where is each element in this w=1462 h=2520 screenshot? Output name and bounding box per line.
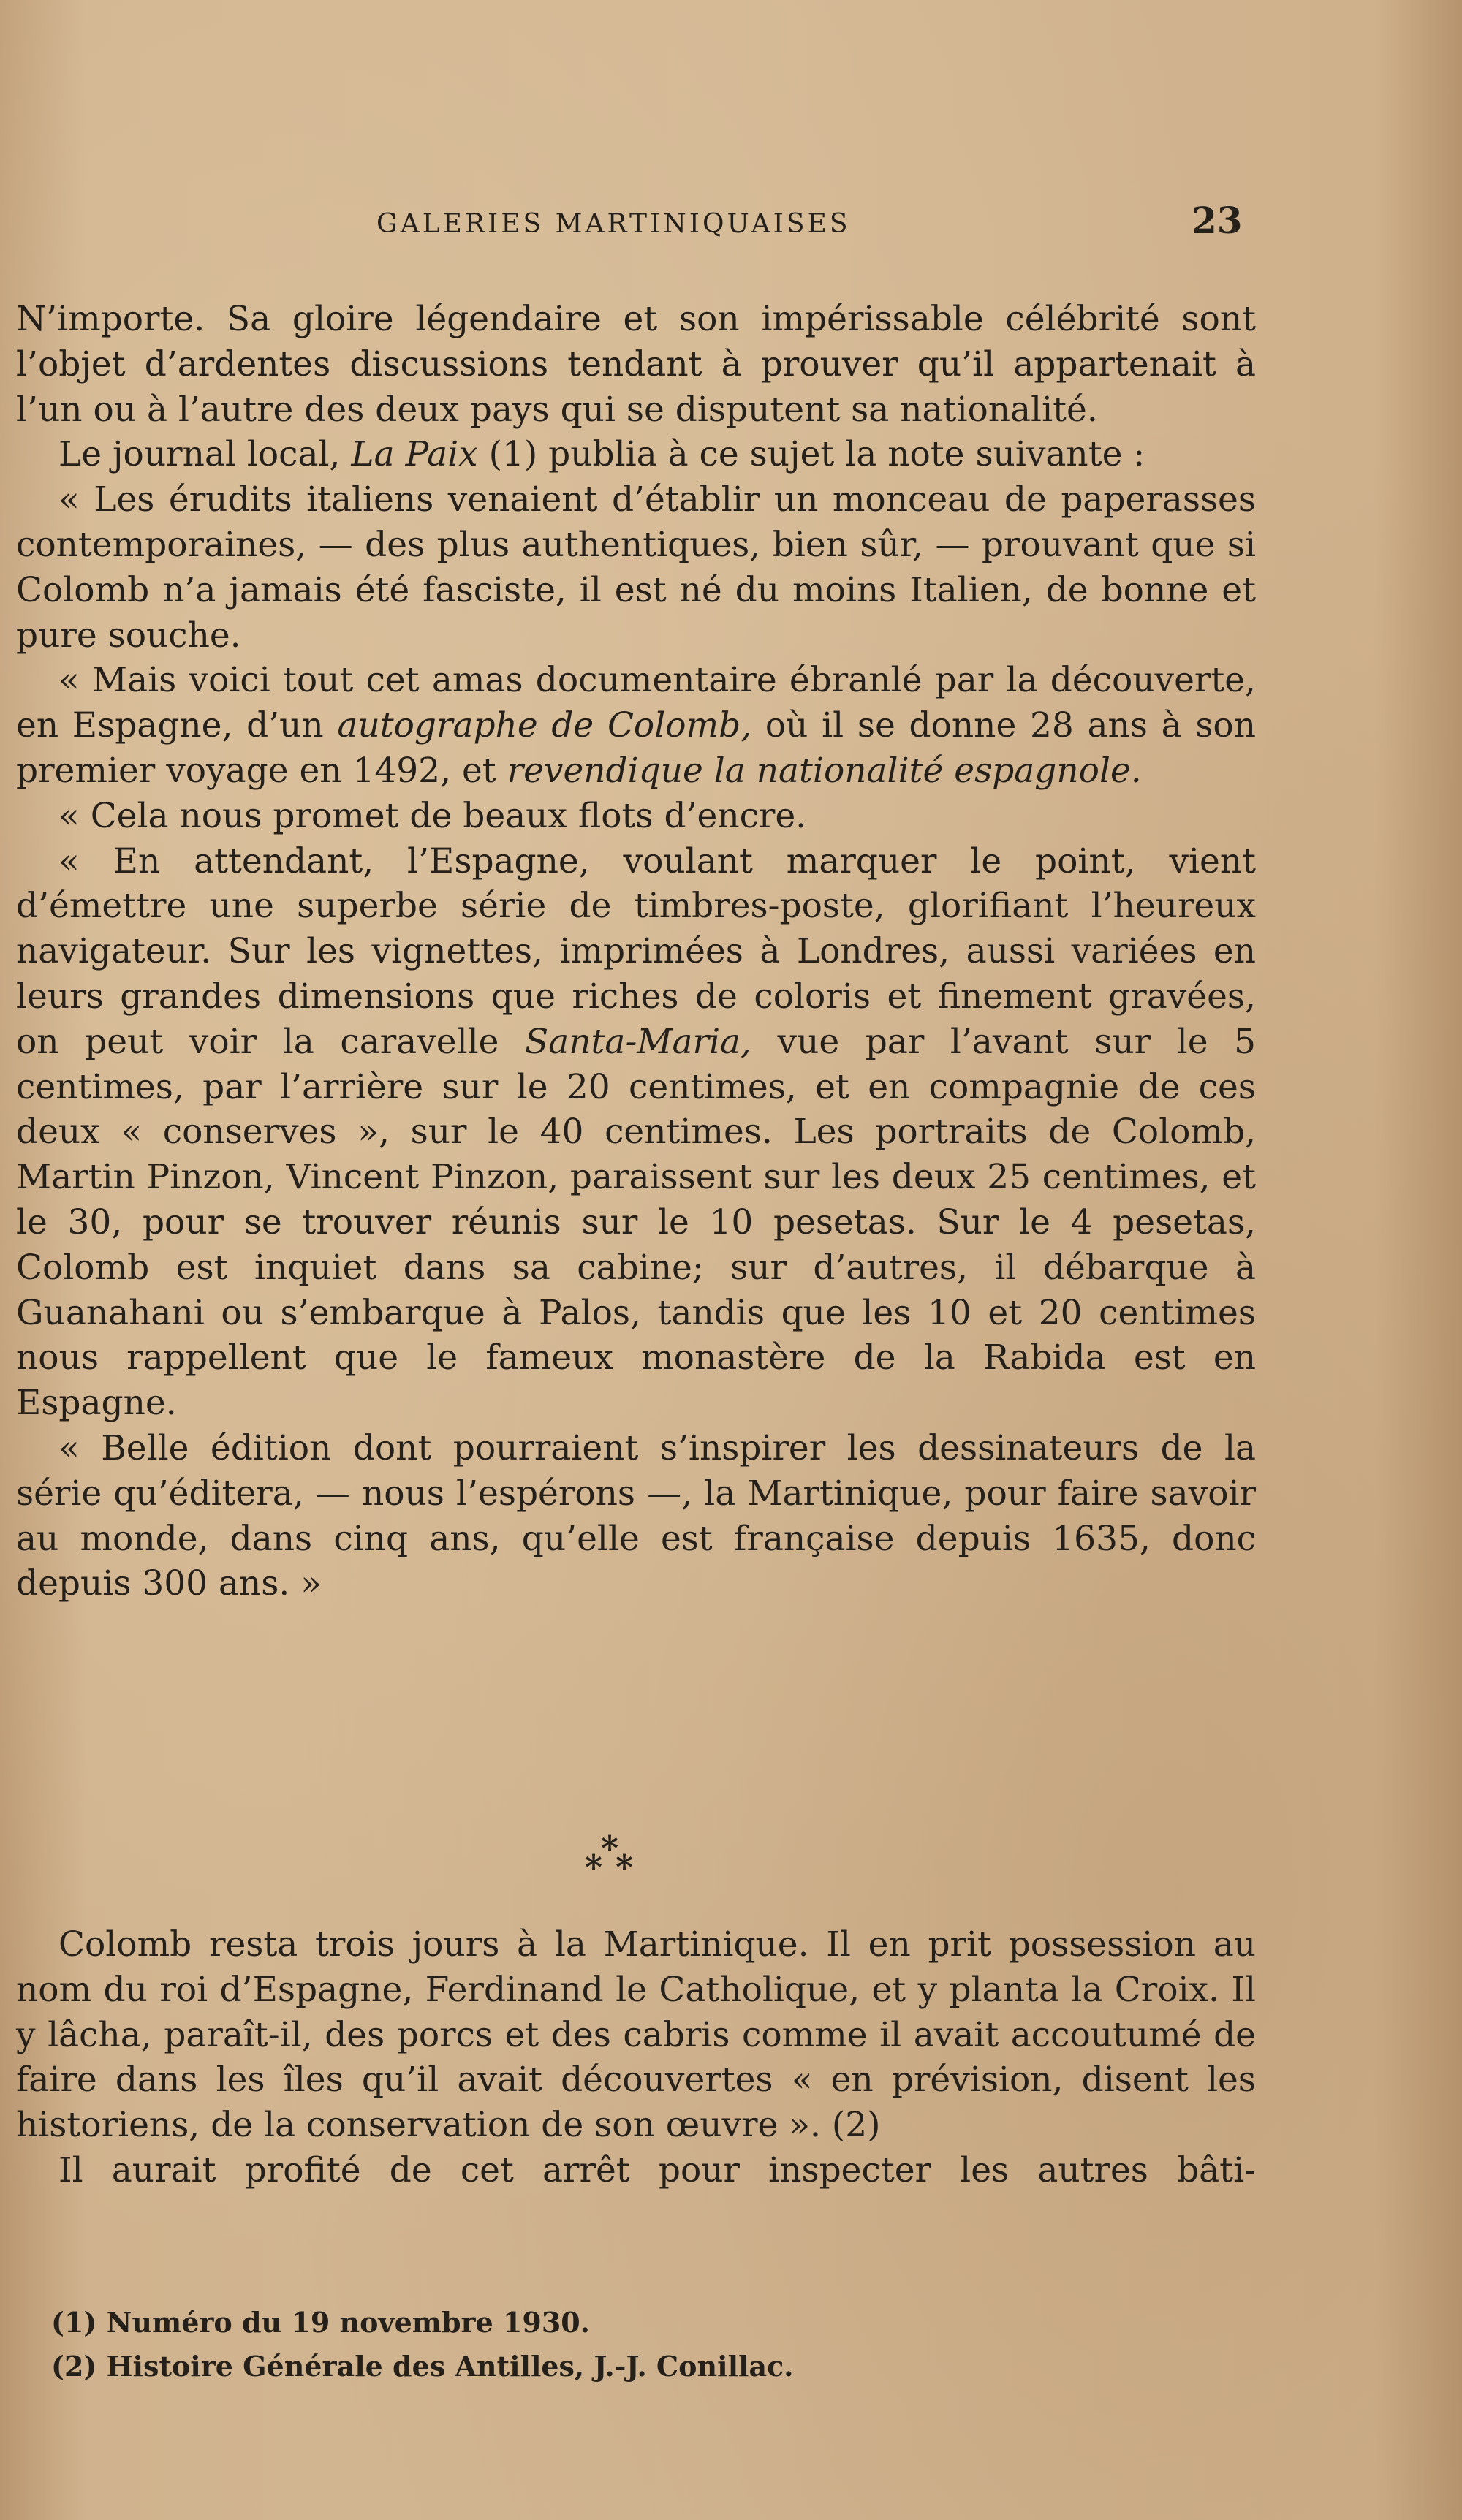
paragraph-4-italic-d: revendique la nationalité espagnole.: [507, 750, 1142, 791]
paragraph-5: « Cela nous promet de beaux flots d’encre.: [58, 795, 807, 836]
body-text-block-1: [16, 297, 1256, 1606]
paragraph-8: Colomb resta trois jours à la Martinique. Il en prit possession au nom du roi d’Espagne, Ferdinand le Catholique, et y planta la Croix. Il y lâcha, paraît-il, des porcs et des cabris comme il avait accoutumé de faire dans les îles qu’il avait découvertes « en prévision, disent les historiens, de la conservation de son œuvre ». (2): [16, 1924, 1256, 2146]
ship-name: Santa-Maria,: [525, 1021, 751, 1062]
paragraph-4: [16, 658, 1256, 793]
paragraph-6-text-a: « En attendant, l’Espagne, voulant marquer le point, vient d’émettre une superbe série de timbres-poste, glorifiant l’heureux navigateur. Sur les vignettes, imprimées à Londres, aussi variées en leurs grandes dimensions que riches de coloris et finement gravées, on peut voir la caravelle: [16, 840, 1256, 1062]
asterism-star-right: *: [616, 1848, 634, 1887]
running-title: GALERIES MARTINIQUAISES: [376, 209, 851, 239]
paragraph-6: [16, 839, 1256, 1426]
paragraph-2-text-c: (1) publia à ce sujet la note suivante :: [477, 434, 1145, 475]
footnotes: [51, 2301, 793, 2388]
page-number: 23: [1192, 199, 1243, 242]
paragraph-7: « Belle édition dont pourraient s’inspirer les dessinateurs de la série qu’éditera, — nous l’espérons —, la Martinique, pour faire savoir au monde, dans cinq ans, qu’elle est française depuis 1635, donc depuis 300 ans. »: [16, 1427, 1256, 1604]
asterism-separator: [577, 1829, 651, 1897]
paragraph-1: N’importe. Sa gloire légendaire et son impérissable célébrité sont l’objet d’ardentes discussions tendant à prouver qu’il appartenait à l’un ou à l’autre des deux pays qui se disputent sa nationalité.: [16, 299, 1256, 430]
paragraph-2-text-a: Le journal local,: [58, 434, 352, 475]
body-text-block-2: [16, 1922, 1256, 2193]
footnote-1: (1) Numéro du 19 novembre 1930.: [51, 2306, 590, 2339]
footnote-2: (2) Histoire Générale des Antilles, J.-J. Conillac.: [51, 2350, 794, 2383]
paragraph-4-text-c: où il se donne 28 ans à son premier voyage en 1492, et: [16, 705, 1257, 791]
paragraph-6-text-c: vue par l’avant sur le 5 centimes, par l’arrière sur le 20 centimes, et en compagnie de ces deux « conserves », sur le 40 centimes. Les portraits de Colomb, Martin Pinzon, Vincent Pinzon, paraissent sur les deux 25 centimes, et le 30, pour se trouver réunis sur le 10 pesetas. Sur le 4 pesetas, Colomb est inquiet dans sa cabine; sur d’autres, il débarque à Guanahani ou s’embarque à Palos, tandis que les 10 et 20 centimes nous rappellent que le fameux monastère de la Rabida est en Espagne.: [16, 1021, 1256, 1424]
paragraph-9: Il aurait profité de cet arrêt pour inspecter les autres bâti-: [58, 2149, 1256, 2190]
paragraph-4-italic-b: autographe de Colomb,: [337, 705, 752, 746]
asterism-star-left: *: [585, 1848, 603, 1887]
page-header: [0, 199, 1462, 250]
newspaper-title: La Paix: [351, 434, 478, 475]
paragraph-3: « Les érudits italiens venaient d’établir un monceau de paperasses contemporaines, — des plus authentiques, bien sûr, — prouvant que si Colomb n’a jamais été fasciste, il est né du moins Italien, de bonne et pure souche.: [16, 479, 1256, 656]
paragraph-2: [16, 432, 1256, 477]
asterism-star-top: *: [601, 1829, 619, 1868]
paragraph-4-text-a: « Mais voici tout cet amas documentaire ébranlé par la découverte, en Espagne, d’un: [16, 660, 1256, 746]
